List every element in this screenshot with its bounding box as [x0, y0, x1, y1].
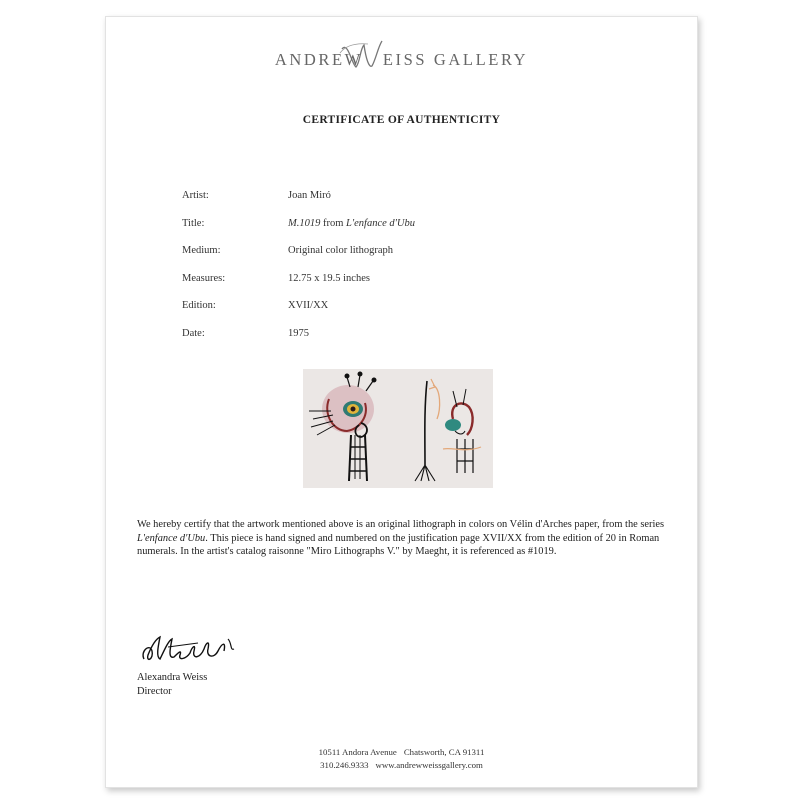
gallery-name-right: EISS GALLERY: [382, 50, 529, 69]
title-catalog-number: M.1019: [288, 217, 321, 229]
signer-name: Alexandra Weiss: [137, 672, 208, 683]
field-label: Artist:: [182, 190, 209, 201]
handwritten-signature: [138, 629, 248, 671]
footer-address: [106, 747, 697, 757]
field-value: Original color lithograph: [288, 245, 393, 256]
footer-phone: 310.246.9333: [320, 760, 369, 770]
field-value: [288, 218, 415, 229]
gallery-logo: [106, 47, 697, 81]
gallery-name-left: ANDREW: [274, 50, 363, 69]
title-series: L'enfance d'Ubu: [346, 217, 415, 229]
certify-text-2: . This piece is hand signed and numbered on the justification page XVII/XX from the edition of 20 in Roman numerals. In the artist's catalog raisonne "Miro Lithographs V." by Maeght, it is referenced as #1019.: [137, 532, 660, 557]
footer-contact: [106, 760, 697, 770]
gallery-name: [106, 50, 697, 70]
certification-statement: [137, 518, 667, 559]
field-value: Joan Miró: [288, 190, 331, 201]
footer-city: Chatsworth, CA 91311: [403, 747, 485, 757]
certificate-page: [105, 16, 698, 788]
artwork-image: [303, 369, 493, 488]
signer-title: Director: [137, 686, 172, 697]
certify-series: L'enfance d'Ubu: [137, 532, 206, 544]
field-value: XVII/XX: [288, 300, 329, 311]
field-value: 1975: [288, 327, 309, 339]
field-value: 12.75 x 19.5 inches: [288, 272, 370, 284]
field-label: Measures:: [182, 272, 226, 284]
certificate-title: CERTIFICATE OF AUTHENTICITY: [302, 114, 501, 126]
field-label: Edition:: [182, 300, 216, 311]
footer-street: 10511 Andora Avenue: [318, 747, 397, 757]
field-label: Title:: [182, 217, 205, 229]
footer-website[interactable]: www.andrewweissgallery.com: [375, 760, 483, 770]
title-connector: from: [320, 217, 347, 229]
field-label: Medium:: [182, 245, 221, 256]
field-label: Date:: [182, 327, 205, 339]
certify-text-1: We hereby certify that the artwork mentioned above is an original lithograph in colors on Vélin d'Arches paper, from the series: [137, 519, 665, 530]
